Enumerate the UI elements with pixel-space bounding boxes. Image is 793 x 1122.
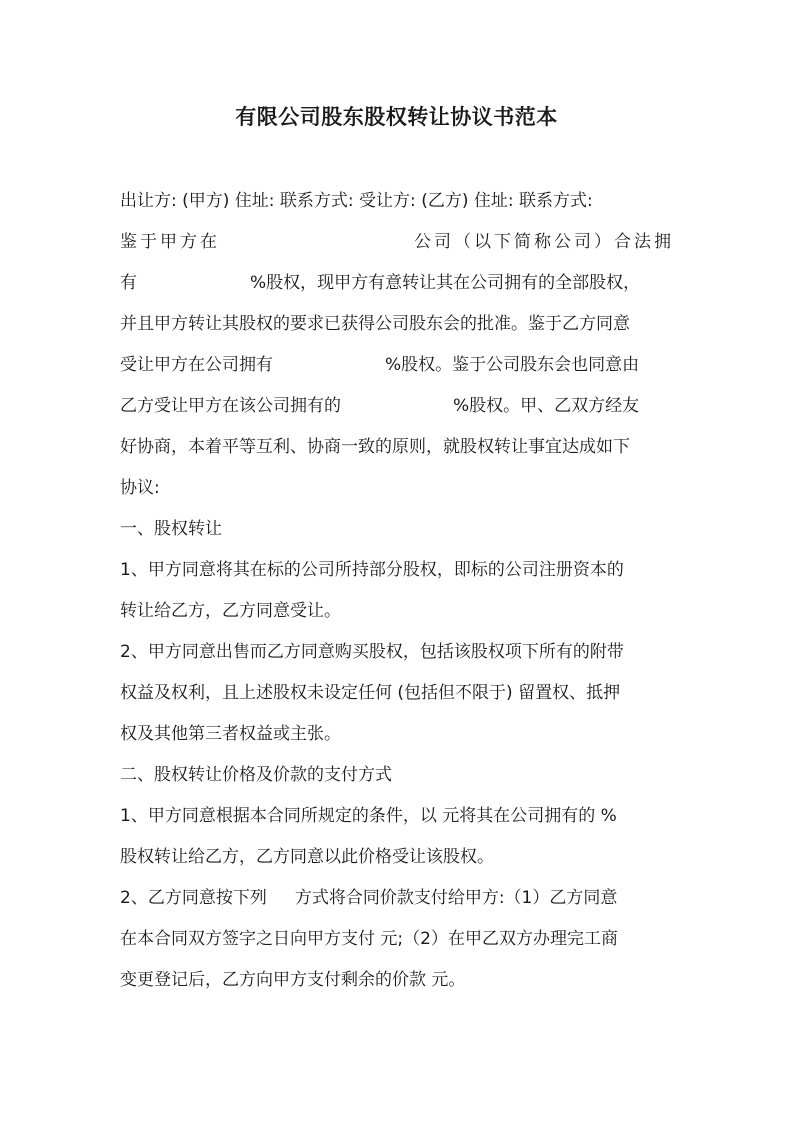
document-title: 有限公司股东股权转让协议书范本 xyxy=(235,105,558,129)
paragraph-line: 变更登记后，乙方向甲方支付剩余的价款 元。 xyxy=(120,970,466,990)
line-text: 2、乙方同意按下列 xyxy=(120,888,267,908)
line-text: 公司（以下简称公司）合法拥 xyxy=(414,232,674,252)
line-text: %股权，现甲方有意转让其在公司拥有的全部股权， xyxy=(250,273,641,293)
line-text: %股权。甲、乙双方经友 xyxy=(453,396,640,416)
paragraph-line: 权益及权利，且上述股权未设定任何 (包括但不限于) 留置权、抵押 xyxy=(120,683,621,703)
paragraph-line: 2、甲方同意出售而乙方同意购买股权，包括该股权项下所有的附带 xyxy=(120,642,624,662)
line-text: 鉴于甲方在 xyxy=(120,232,220,252)
line-text: 乙方受让甲方在该公司拥有的 xyxy=(120,396,341,416)
paragraph-line xyxy=(120,388,674,429)
paragraph-line: 转让给乙方，乙方同意受让。 xyxy=(120,601,341,621)
line-text: 有 xyxy=(120,273,137,293)
paragraph-line: 在本合同双方签字之日向甲方支付 元;（2）在甲乙双方办理完工商 xyxy=(120,929,618,949)
paragraph-line: 权及其他第三者权益或主张。 xyxy=(120,724,341,744)
paragraph-line xyxy=(120,880,674,921)
paragraph-line xyxy=(120,224,674,265)
line-text: %股权。鉴于公司股东会也同意由 xyxy=(385,355,640,375)
paragraph-line: 好协商，本着平等互利、协商一致的原则，就股权转让事宜达成如下 xyxy=(120,437,630,457)
paragraph-line: 股权转让给乙方，乙方同意以此价格受让该股权。 xyxy=(120,847,494,867)
paragraph-line: 出让方: (甲方) 住址: 联系方式: 受让方: (乙方) 住址: 联系方式: xyxy=(120,191,593,211)
paragraph-line xyxy=(120,265,674,306)
document-body xyxy=(120,183,674,1003)
section-heading: 一、股权转让 xyxy=(120,519,222,539)
paragraph-line: 1、甲方同意将其在标的公司所持部分股权，即标的公司注册资本的 xyxy=(120,560,624,580)
paragraph-line: 并且甲方转让其股权的要求已获得公司股东会的批准。鉴于乙方同意 xyxy=(120,314,630,334)
line-text: 受让甲方在公司拥有 xyxy=(120,355,273,375)
paragraph-line: 1、甲方同意根据本合同所规定的条件，以 元将其在公司拥有的 % xyxy=(120,806,617,826)
paragraph-line: 协议: xyxy=(120,478,160,498)
section-heading: 二、股权转让价格及价款的支付方式 xyxy=(120,765,392,785)
paragraph-line xyxy=(120,347,674,388)
line-text: 方式将合同价款支付给甲方:（1）乙方同意 xyxy=(294,888,618,908)
